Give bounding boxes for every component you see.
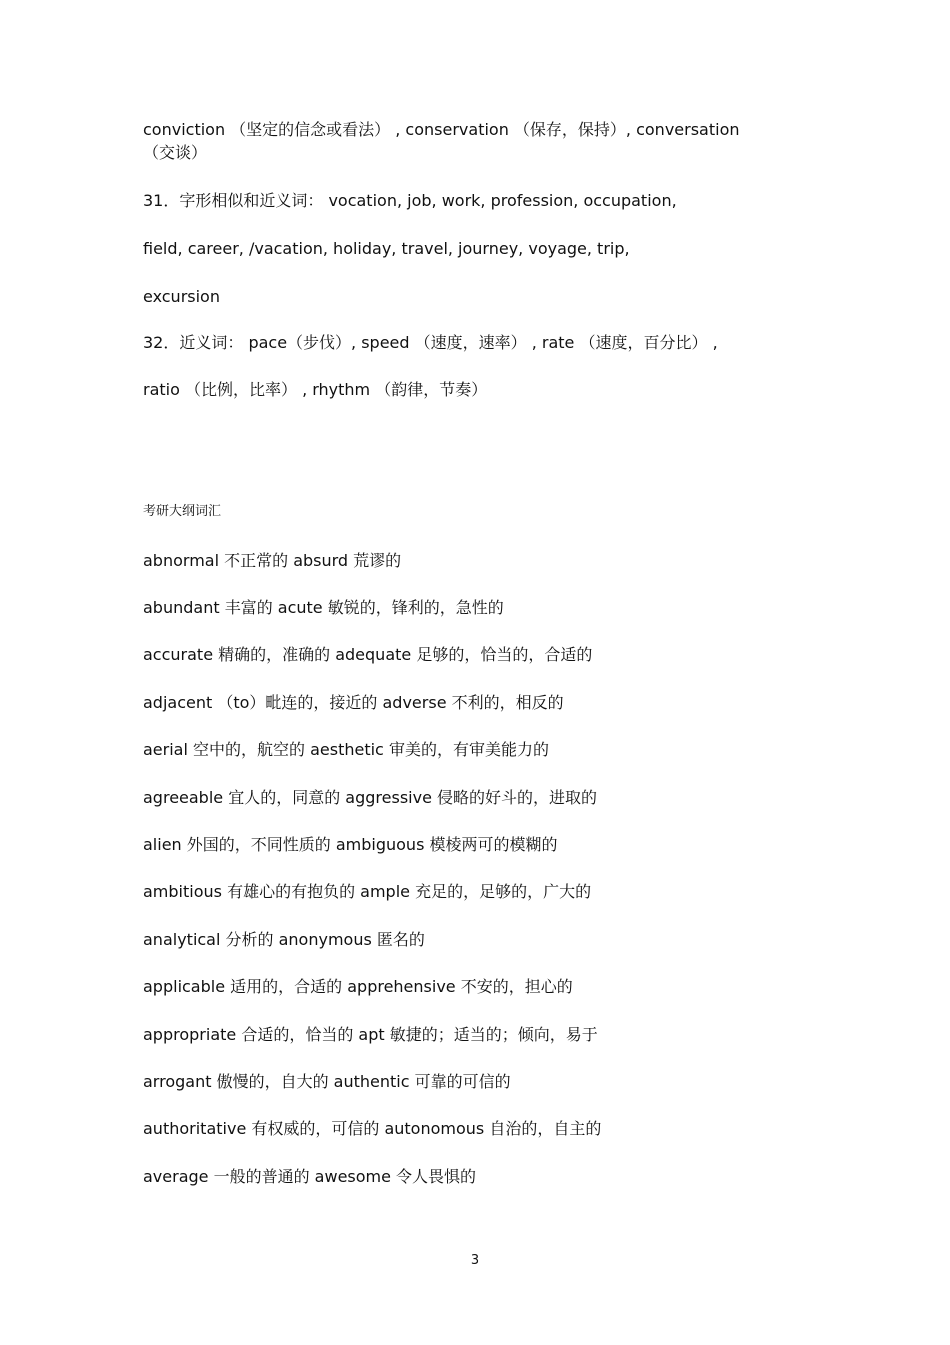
item-31-line-1: 31．字形相似和近义词： vocation, job, work, profession, occupation, xyxy=(143,191,677,210)
text-line-conversation-gloss: （交谈） xyxy=(143,143,208,162)
vocab-line: average 一般的普通的 awesome 令人畏惧的 xyxy=(143,1167,477,1186)
item-32-line-2: ratio （比例，比率） , rhythm （韵律，节奏） xyxy=(143,380,488,399)
vocab-line: abnormal 不正常的 absurd 荒谬的 xyxy=(143,551,402,570)
item-32-line-1: 32．近义词： pace（步伐）, speed （速度，速率） , rate （速度，百分比） , xyxy=(143,333,718,352)
vocab-line: aerial 空中的，航空的 aesthetic 审美的，有审美能力的 xyxy=(143,740,549,759)
page-number: 3 xyxy=(470,1253,480,1268)
vocab-line: ambitious 有雄心的有抱负的 ample 充足的，足够的，广大的 xyxy=(143,882,592,901)
vocab-line: abundant 丰富的 acute 敏锐的，锋利的，急性的 xyxy=(143,598,504,617)
vocab-line: accurate 精确的，准确的 adequate 足够的，恰当的，合适的 xyxy=(143,645,593,664)
vocab-line: applicable 适用的，合适的 apprehensive 不安的，担心的 xyxy=(143,977,573,996)
text-line-conviction: conviction （坚定的信念或看法） , conservation （保存，保持）, conversation xyxy=(143,120,740,139)
vocab-line: analytical 分析的 anonymous 匿名的 xyxy=(143,930,425,949)
section-title: 考研大纲词汇 xyxy=(143,504,222,519)
item-31-line-2: field, career, /vacation, holiday, travel, journey, voyage, trip, xyxy=(143,239,630,258)
vocab-line: alien 外国的，不同性质的 ambiguous 模棱两可的模糊的 xyxy=(143,835,558,854)
vocab-line: adjacent （to）毗连的，接近的 adverse 不利的，相反的 xyxy=(143,693,564,712)
vocab-line: authoritative 有权威的，可信的 autonomous 自治的，自主的 xyxy=(143,1119,602,1138)
vocab-line: agreeable 宜人的，同意的 aggressive 侵略的好斗的，进取的 xyxy=(143,788,598,807)
vocab-line: arrogant 傲慢的，自大的 authentic 可靠的可信的 xyxy=(143,1072,511,1091)
vocab-line: appropriate 合适的，恰当的 apt 敏捷的；适当的；倾向，易于 xyxy=(143,1025,598,1044)
item-31-line-3: excursion xyxy=(143,287,220,306)
